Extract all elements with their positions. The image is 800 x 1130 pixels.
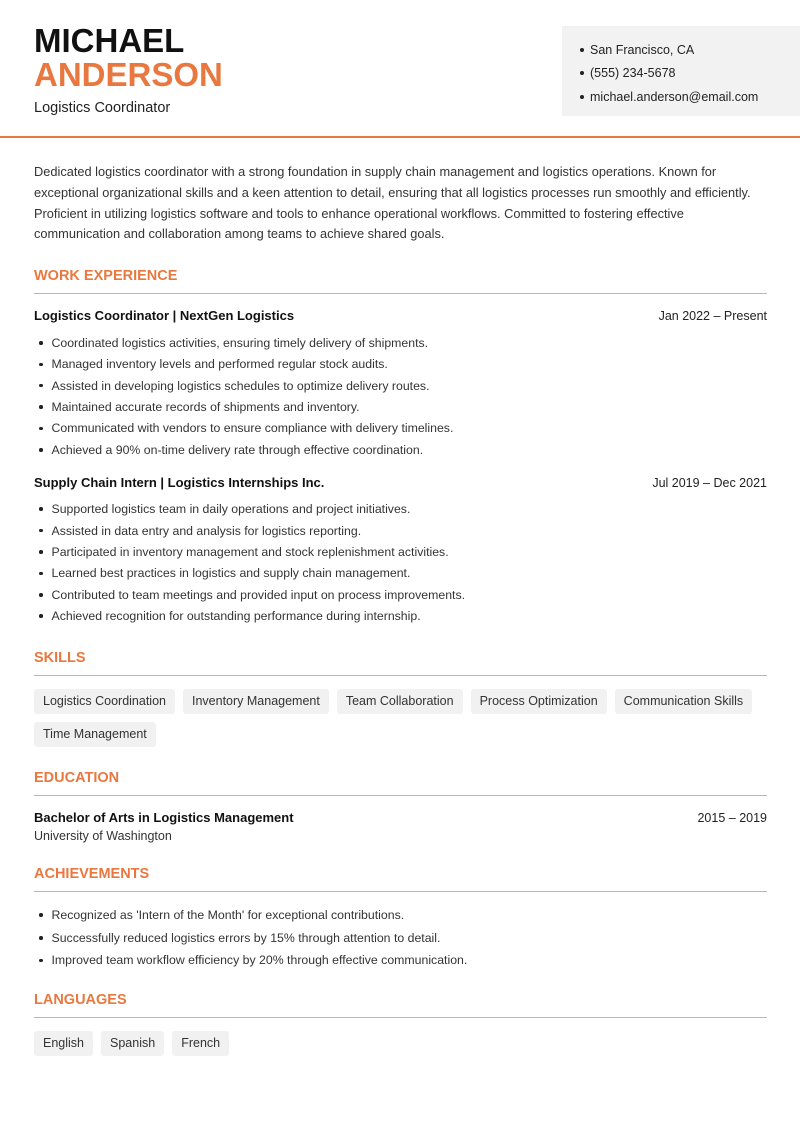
list-item	[34, 396, 767, 417]
list-item	[34, 584, 767, 605]
bullet-icon	[39, 363, 43, 367]
skill-chip: Team Collaboration	[337, 689, 463, 714]
skills-chips	[34, 689, 767, 755]
list-item	[34, 418, 767, 439]
bullet-icon	[39, 427, 43, 431]
job-bullets	[34, 332, 767, 460]
job-title-heading: Supply Chain Intern | Logistics Internships Inc.	[34, 474, 325, 490]
language-chip: French	[172, 1031, 229, 1056]
skill-chip: Process Optimization	[471, 689, 607, 714]
job-bullets	[34, 499, 767, 627]
bullet-icon	[39, 341, 43, 345]
list-item-text: Maintained accurate records of shipments and inventory.	[51, 400, 360, 415]
bullet-icon	[39, 529, 43, 533]
bullet-icon	[580, 48, 584, 52]
bullet-icon	[39, 384, 43, 388]
degree-title: Bachelor of Arts in Logistics Management	[34, 809, 294, 825]
list-item-text: Communicated with vendors to ensure compliance with delivery timelines.	[51, 421, 454, 436]
section-title-skills: SKILLS	[34, 650, 767, 676]
contact-email	[580, 85, 800, 109]
resume-body	[34, 162, 767, 1064]
list-item-text: Assisted in developing logistics schedules to optimize delivery routes.	[51, 378, 430, 393]
list-item-text: Assisted in data entry and analysis for logistics reporting.	[51, 523, 362, 538]
bullet-icon	[39, 913, 43, 917]
list-item-text: Successfully reduced logistics errors by 15% through attention to detail.	[51, 930, 441, 945]
contact-location-text: San Francisco, CA	[590, 42, 695, 57]
list-item	[34, 354, 767, 375]
section-title-work: WORK EXPERIENCE	[34, 268, 767, 294]
skill-chip: Time Management	[34, 722, 156, 747]
last-name: ANDERSON	[34, 56, 223, 93]
bullet-icon	[39, 959, 43, 963]
list-item	[34, 499, 767, 520]
skill-chip: Logistics Coordination	[34, 689, 175, 714]
list-item	[34, 949, 767, 972]
section-title-achievements: ACHIEVEMENTS	[34, 866, 767, 892]
bullet-icon	[39, 593, 43, 597]
resume-header	[0, 0, 800, 138]
contact-phone	[580, 62, 800, 86]
list-item	[34, 904, 767, 927]
contact-location	[580, 38, 800, 62]
contact-box	[562, 26, 800, 116]
list-item-text: Contributed to team meetings and provided input on process improvements.	[51, 587, 466, 602]
first-name: MICHAEL	[34, 22, 185, 59]
bullet-icon	[39, 550, 43, 554]
bullet-icon	[39, 936, 43, 940]
education-entry	[34, 810, 767, 843]
job-title: Logistics Coordinator	[34, 100, 171, 116]
contact-phone-text: (555) 234-5678	[590, 66, 676, 81]
language-chip: Spanish	[101, 1031, 164, 1056]
list-item	[34, 563, 767, 584]
list-item	[34, 375, 767, 396]
list-item	[34, 332, 767, 353]
list-item	[34, 541, 767, 562]
list-item-text: Coordinated logistics activities, ensuring timely delivery of shipments.	[51, 335, 429, 350]
list-item	[34, 926, 767, 949]
bullet-icon	[39, 572, 43, 576]
bullet-icon	[39, 405, 43, 409]
bullet-icon	[39, 614, 43, 618]
bullet-icon	[580, 95, 584, 99]
bullet-icon	[39, 448, 43, 452]
skill-chip: Inventory Management	[183, 689, 329, 714]
section-title-education: EDUCATION	[34, 770, 767, 796]
language-chip: English	[34, 1031, 93, 1056]
education-date: 2015 – 2019	[697, 810, 767, 825]
list-item	[34, 520, 767, 541]
summary-paragraph: Dedicated logistics coordinator with a strong foundation in supply chain management and logistics operations. Known for exceptional organizational skills and a keen attention to detail, ensuring that all logistics processes run smoothly and efficiently. Proficient in utilizing logistics software and tools to enhance operational workflows. Committed to fostering effective communication and collaboration among teams to achieve shared goals.	[34, 164, 751, 242]
contact-email-text: michael.anderson@email.com	[590, 89, 759, 104]
list-item-text: Supported logistics team in daily operations and project initiatives.	[51, 502, 411, 517]
list-item-text: Achieved a 90% on-time delivery rate through effective coordination.	[51, 442, 424, 457]
list-item-text: Participated in inventory management and stock replenishment activities.	[51, 545, 449, 559]
list-item	[34, 605, 767, 626]
skill-chip: Communication Skills	[615, 689, 752, 714]
job-entry	[34, 475, 767, 627]
achievements-list	[34, 904, 767, 972]
list-item-text: Learned best practices in logistics and supply chain management.	[51, 566, 411, 581]
list-item	[34, 439, 767, 460]
list-item-text: Achieved recognition for outstanding performance during internship.	[51, 609, 421, 624]
bullet-icon	[39, 507, 43, 511]
school-name: University of Washington	[34, 828, 172, 843]
bullet-icon	[580, 71, 584, 75]
job-entry	[34, 308, 767, 460]
list-item-text: Managed inventory levels and performed regular stock audits.	[51, 357, 388, 372]
language-chips	[34, 1031, 767, 1064]
job-date: Jul 2019 – Dec 2021	[652, 475, 767, 490]
job-date: Jan 2022 – Present	[658, 309, 767, 324]
section-title-languages: LANGUAGES	[34, 992, 767, 1018]
list-item-text: Improved team workflow efficiency by 20% through effective communication.	[51, 953, 468, 968]
list-item-text: Recognized as 'Intern of the Month' for exceptional contributions.	[51, 908, 405, 923]
job-title-heading: Logistics Coordinator | NextGen Logistics	[34, 308, 295, 324]
